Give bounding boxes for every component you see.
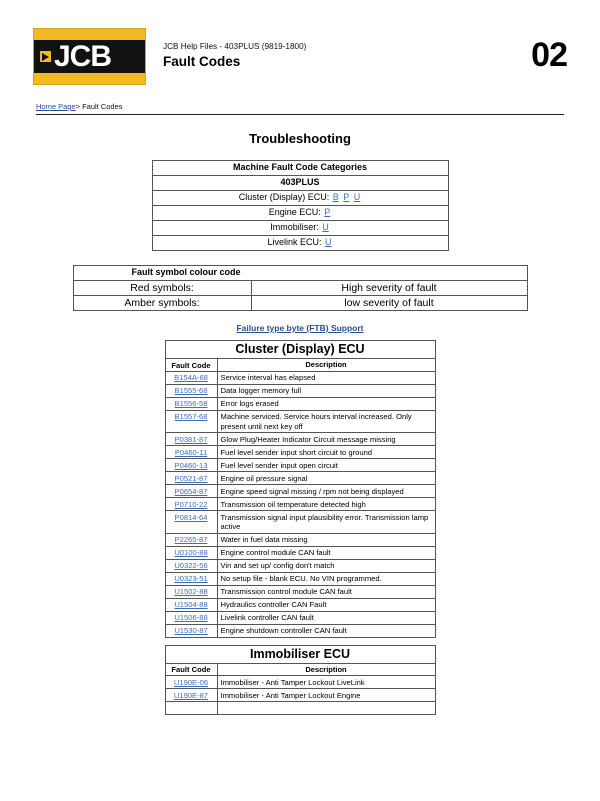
table-row: [73, 296, 527, 311]
fault-description-cell: Transmission signal input plausibility error. Transmission lamp active: [217, 511, 435, 534]
fault-code-link[interactable]: U1504-88: [174, 600, 208, 609]
fault-code-cell: [165, 689, 217, 702]
fault-description-cell: Vin and set up/ config don't match: [217, 559, 435, 572]
column-header-description: Description: [217, 359, 435, 372]
ftb-support-link-wrapper: [0, 323, 600, 333]
table-row: [165, 485, 435, 498]
categories-title: Machine Fault Code Categories: [152, 161, 448, 176]
fault-code-link[interactable]: U0322-56: [174, 561, 208, 570]
immobiliser-ecu-table-wrapper: [0, 645, 600, 716]
table-row: [165, 598, 435, 611]
table-row: [152, 206, 448, 221]
logo-text: JCB: [54, 39, 112, 73]
fault-description-cell: Machine serviced. Service hours interval increased. Only present until next key off: [217, 410, 435, 433]
logo-bar: [34, 40, 145, 73]
table-row: [165, 645, 435, 663]
fault-description-cell: Glow Plug/Heater Indicator Circuit message missing: [217, 433, 435, 446]
fault-code-link[interactable]: P2265-87: [174, 535, 208, 544]
table-header-row: [165, 663, 435, 676]
immobiliser-ecu-table: [165, 645, 436, 716]
table-row: [165, 459, 435, 472]
fault-code-cell: [165, 624, 217, 637]
fault-code-cell: [165, 485, 217, 498]
table-row: [165, 676, 435, 689]
fault-code-cell: [165, 397, 217, 410]
fault-description-cell-empty: [217, 702, 435, 715]
table-row: [165, 572, 435, 585]
cluster-ecu-table-wrapper: [0, 340, 600, 638]
category-label: Engine ECU:: [268, 207, 321, 217]
breadcrumb-separator: >: [75, 102, 83, 111]
fault-code-link[interactable]: P0460-13: [174, 460, 208, 470]
breadcrumb: [36, 102, 600, 111]
fault-code-link[interactable]: P0814-64: [174, 512, 208, 522]
fault-code-cell: [165, 572, 217, 585]
ftb-support-link[interactable]: Failure type byte (FTB) Support: [236, 323, 364, 333]
fault-description-cell: Immobiliser - Anti Tamper Lockout LiveLink: [217, 676, 435, 689]
fault-code-cell: [165, 511, 217, 534]
fault-code-cell: [165, 459, 217, 472]
category-link-u[interactable]: U: [353, 192, 361, 202]
fault-code-link[interactable]: U1506-88: [174, 613, 208, 622]
category-cluster-ecu: [152, 191, 448, 206]
category-link-u[interactable]: U: [325, 237, 332, 247]
table-row: [152, 236, 448, 251]
fault-description-cell: Error logs erased: [217, 397, 435, 410]
fault-code-link[interactable]: U1502-88: [174, 587, 208, 596]
table-row: [165, 546, 435, 559]
fault-code-cell: [165, 433, 217, 446]
fault-code-cell: [165, 446, 217, 459]
table-row: [73, 266, 527, 281]
table-row: [165, 397, 435, 410]
fault-code-link[interactable]: P0521-87: [174, 473, 208, 483]
fault-description-cell: Hydraulics controller CAN Fault: [217, 598, 435, 611]
table-row: [165, 433, 435, 446]
fault-code-link[interactable]: B154A-68: [174, 373, 208, 382]
header-titles: [163, 41, 306, 71]
fault-code-link[interactable]: P0381-87: [174, 434, 208, 444]
table-header-row: [165, 359, 435, 372]
table-row: [152, 176, 448, 191]
table-row: [165, 446, 435, 459]
page-title: Fault Codes: [163, 54, 241, 69]
fault-code-cell: [165, 676, 217, 689]
fault-description-cell: No setup file - blank ECU. No VIN programmed.: [217, 572, 435, 585]
column-header-fault-code: Fault Code: [165, 359, 217, 372]
fault-description-cell: Engine shutdown controller CAN fault: [217, 624, 435, 637]
categories-table-wrapper: [0, 160, 600, 251]
table-row: [152, 161, 448, 176]
fault-code-cell: [165, 472, 217, 485]
immobiliser-ecu-title: Immobiliser ECU: [165, 645, 435, 663]
category-link-p[interactable]: P: [324, 207, 331, 217]
column-header-description: Description: [217, 663, 435, 676]
colour-row-red-symbol: Red symbols:: [73, 281, 251, 296]
fault-description-cell: Engine speed signal missing / rpm not being displayed: [217, 485, 435, 498]
fault-code-link[interactable]: U0100-88: [174, 548, 208, 557]
cluster-ecu-table: [165, 340, 436, 638]
fault-description-cell: Immobiliser - Anti Tamper Lockout Engine: [217, 689, 435, 702]
breadcrumb-link-home[interactable]: Home Page: [36, 102, 76, 111]
table-row: [165, 472, 435, 485]
header-divider: [36, 114, 564, 115]
fault-code-link[interactable]: U0323-51: [174, 574, 208, 583]
colour-code-title: Fault symbol colour code: [73, 266, 527, 281]
fault-code-link[interactable]: U190E-87: [173, 690, 209, 700]
fault-code-cell: [165, 371, 217, 384]
category-engine-ecu: [152, 206, 448, 221]
fault-description-cell: Service interval has elapsed: [217, 371, 435, 384]
table-row: [165, 498, 435, 511]
fault-code-link[interactable]: B1556-58: [174, 399, 208, 408]
category-link-u[interactable]: U: [322, 222, 329, 232]
table-row: [152, 191, 448, 206]
fault-code-cell: [165, 585, 217, 598]
table-row: [165, 341, 435, 359]
page-header: [0, 28, 600, 90]
table-row: [165, 384, 435, 397]
table-row: [165, 624, 435, 637]
colour-row-amber-severity: low severity of fault: [251, 296, 527, 311]
category-livelink-ecu: [152, 236, 448, 251]
fault-code-link[interactable]: P0654-87: [174, 486, 208, 496]
fault-code-cell: [165, 598, 217, 611]
table-row: [165, 410, 435, 433]
fault-code-link[interactable]: U190E-06: [173, 677, 209, 687]
fault-description-cell: Water in fuel data missing: [217, 533, 435, 546]
fault-code-cell: [165, 533, 217, 546]
table-row: [165, 689, 435, 702]
category-label: Immobiliser:: [270, 222, 319, 232]
page-number: 02: [531, 36, 567, 74]
fault-symbol-colour-code-table: [73, 265, 528, 311]
colour-code-table-wrapper: [0, 265, 600, 311]
fault-description-cell: Fuel level sender input open circuit: [217, 459, 435, 472]
fault-code-link[interactable]: U1530-87: [174, 626, 208, 635]
fault-description-cell: Engine control module CAN fault: [217, 546, 435, 559]
cluster-ecu-title: Cluster (Display) ECU: [165, 341, 435, 359]
fault-description-cell: Transmission oil temperature detected high: [217, 498, 435, 511]
category-link-b[interactable]: B: [332, 192, 339, 202]
colour-row-red-severity: High severity of fault: [251, 281, 527, 296]
table-row-empty: [165, 702, 435, 715]
fault-code-cell: [165, 384, 217, 397]
fault-code-cell: [165, 559, 217, 572]
section-heading-troubleshooting: Troubleshooting: [249, 131, 351, 146]
fault-code-cell-empty: [165, 702, 217, 715]
fault-code-cell: [165, 546, 217, 559]
fault-code-link[interactable]: B1555-68: [174, 386, 208, 395]
fault-description-cell: Fuel level sender input short circuit to ground: [217, 446, 435, 459]
category-link-p[interactable]: P: [343, 192, 350, 202]
table-row: [73, 281, 527, 296]
category-immobiliser: [152, 221, 448, 236]
table-row: [165, 585, 435, 598]
table-row: [165, 371, 435, 384]
table-row: [165, 611, 435, 624]
fault-description-cell: Data logger memory full: [217, 384, 435, 397]
category-label: Livelink ECU:: [267, 237, 322, 247]
fault-code-cell: [165, 410, 217, 433]
table-row: [165, 533, 435, 546]
jcb-arrow-icon: [39, 50, 52, 63]
fault-code-link[interactable]: B1557-68: [174, 412, 208, 421]
fault-description-cell: Livelink controller CAN fault: [217, 611, 435, 624]
table-row: [152, 221, 448, 236]
colour-row-amber-symbol: Amber symbols:: [73, 296, 251, 311]
table-row: [165, 511, 435, 534]
jcb-logo: [33, 28, 146, 85]
column-header-fault-code: Fault Code: [165, 663, 217, 676]
fault-code-cell: [165, 611, 217, 624]
fault-code-link[interactable]: P0710-22: [174, 499, 208, 509]
categories-model: 403PLUS: [152, 176, 448, 191]
fault-description-cell: Transmission control module CAN fault: [217, 585, 435, 598]
table-row: [165, 559, 435, 572]
fault-code-cell: [165, 498, 217, 511]
fault-code-link[interactable]: P0460-11: [174, 447, 208, 457]
category-label: Cluster (Display) ECU:: [238, 192, 330, 202]
header-subtitle: JCB Help Files - 403PLUS (9819-1800): [163, 42, 307, 51]
breadcrumb-current: Fault Codes: [82, 102, 123, 111]
fault-description-cell: Engine oil pressure signal: [217, 472, 435, 485]
machine-fault-code-categories-table: [152, 160, 449, 251]
